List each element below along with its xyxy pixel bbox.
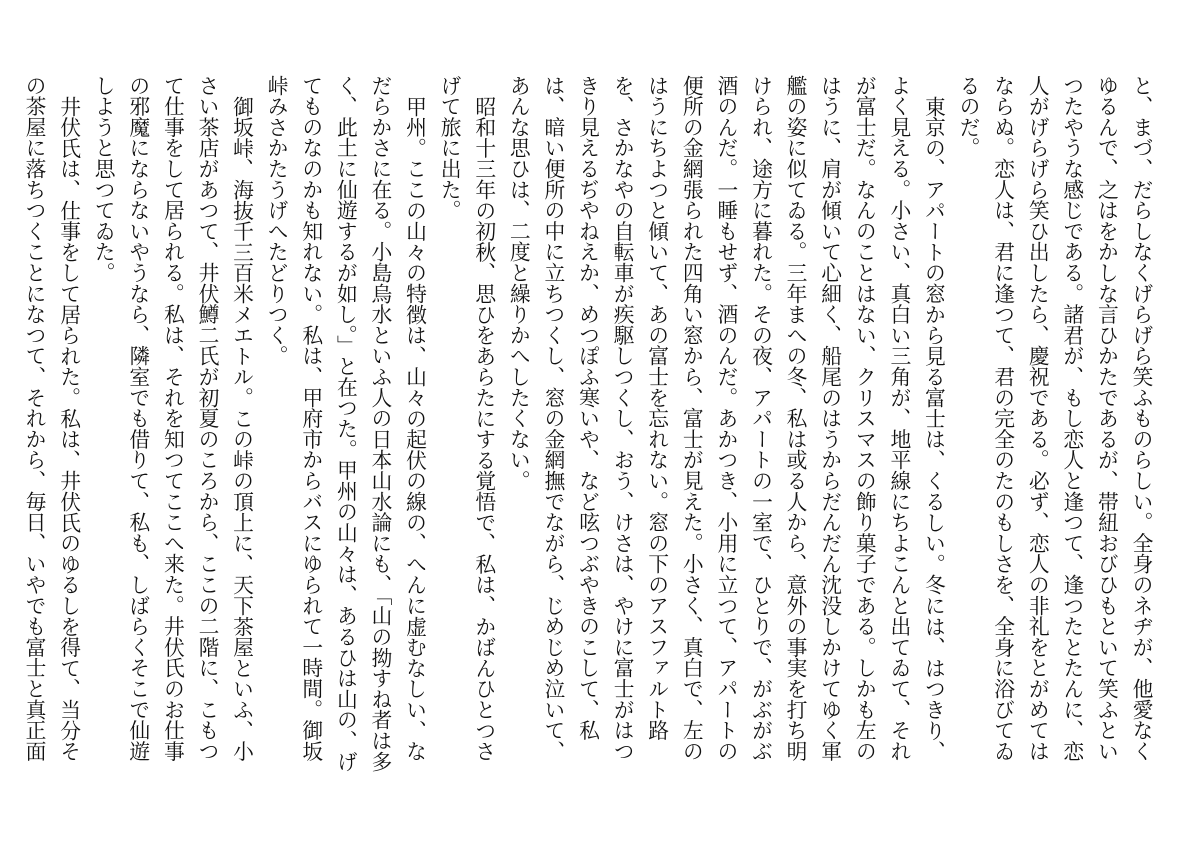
paragraph-5: 御坂峠、海抜千三百米メエトル。この峠の頂上に、天下茶屋といふ、小さい茶店があつて、井伏鱒二氏が初夏のころから、ここの二階に、こもつて仕事をして居られる。私は、それを知つてここへ来た。井伏氏のお仕事の邪魔にならないやうなら、隣室でも借りて、私も、しばらくそこで仙遊しようと思つてゐた。 xyxy=(91,75,254,762)
vertical-text-body xyxy=(22,75,1158,780)
paragraph-2: 東京の、アパートの窓から見る富士は、くるしい。冬には、はつきり、よく見える。小さい、真白い三角が、地平線にちよこんと出てゐて、それが富士だ。なんのことはない、クリスマスの飾り菓子である。しかも左のはうに、肩が傾いて心細く、船尾のはうからだんだん沈没しかけてゆく軍艦の姿に似てゐる。三年まへの冬、私は或る人から、意外の事実を打ち明けられ、途方に暮れた。その夜、アパートの一室で、ひとりで、がぶがぶ酒のんだ。一睡もせず、酒のんだ。あかつき、小用に立つて、アパートの便所の金網張られた四角い窓から、富士が見えた。小さく、真白で、左のはうにちよつと傾いて、あの富士を忘れない。窓の下のアスファルト路を、さかなやの自転車が疾駆しつくし、おう、けさは、やけに富士がはつきり見えるぢやねえか、めつぽふ寒いや、など呟つぶやきのこして、私は、暗い便所の中に立ちつくし、窓の金網撫でながら、じめじめ泣いて、あんな思ひは、二度と繰りかへしたくない。 xyxy=(506,75,946,762)
paragraph-4: 甲州。ここの山々の特徴は、山々の起伏の線の、へんに虚むなしい、なだらかさに在る。小島烏水といふ人の日本山水論にも、「山の拗すね者は多く、此土に仙遊するが如し。」と在つた。甲州の山々は、あるひは山の、げてものなのかも知れない。私は、甲府市からバスにゆられて一時間。御坂峠みさかたうげへたどりつく。 xyxy=(264,75,427,772)
paragraph-1: と、まづ、だらしなくげらげら笑ふものらしい。全身のネヂが、他愛なくゆるんで、之はをかしな言ひかたであるが、帯紐おびひもといて笑ふといつたやうな感じである。諸君が、もし恋人と逢つて、逢つたとたんに、恋人がげらげら笑ひ出したら、慶祝である。必ず、恋人の非礼をとがめてはならぬ。恋人は、君に逢つて、君の完全のたのもしさを、全身に浴びてゐるのだ。 xyxy=(956,75,1153,762)
paragraph-3: 昭和十三年の初秋、思ひをあらたにする覚悟で、私は、かばんひとつさげて旅に出た。 xyxy=(437,75,496,762)
paragraph-6: 井伏氏は、仕事をして居られた。私は、井伏氏のゆるしを得て、当分その茶屋に落ちつくことになつて、それから、毎日、いやでも富士と真正面 xyxy=(22,75,81,762)
